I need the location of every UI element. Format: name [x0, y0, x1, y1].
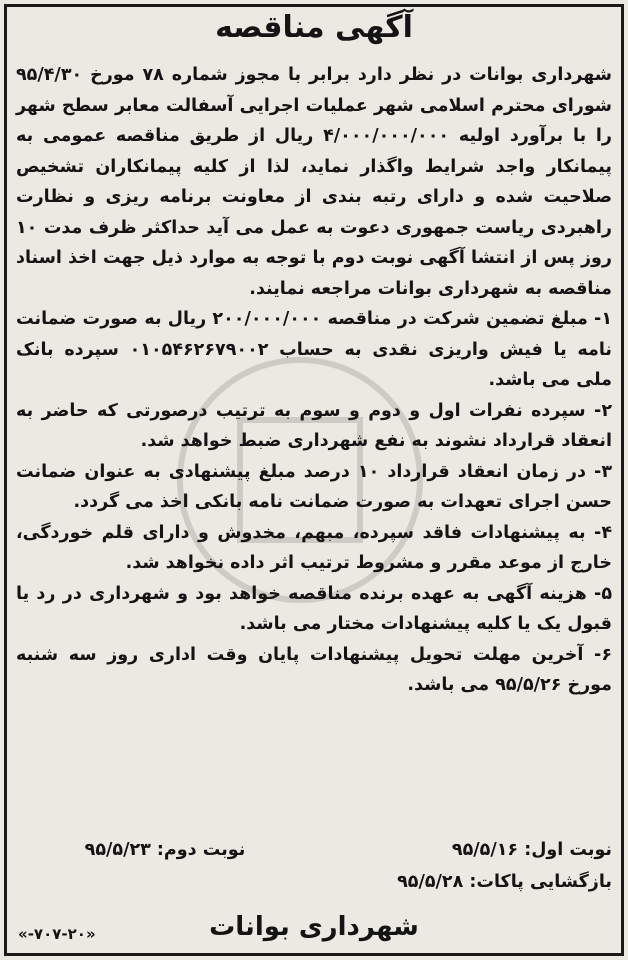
intro-paragraph: شهرداری بوانات در نظر دارد برابر با مجوز شماره ۷۸ مورخ ۹۵/۴/۳۰ شورای محترم اسلامی شهر عملیات اجرایی آسفالت معابر سطح شهر را با برآورد اولیه ۴/۰۰۰/۰۰۰/۰۰۰ ریال از طریق مناقصه عمومی به پیمانکار واجد شرایط واگذار نماید، لذا از کلیه پیمانکاران تشخیص صلاحیت شده و دارای رتبه بندی از معاونت برنامه ریزی و نظارت راهبردی ریاست جمهوری دعوت به عمل می آید حداکثر ظرف مدت ۱۰ روز پس از انتشا آگهی نوبت دوم با توجه به موارد ذیل جهت اخذ اسناد مناقصه به شهرداری بوانات مراجعه نمایند.: [16, 65, 613, 299]
clause-1: ۱- مبلغ تضمین شرکت در مناقصه ۲۰۰/۰۰۰/۰۰۰ ریال به صورت ضمانت نامه یا فیش واریزی نقدی به حساب ۰۱۰۵۴۶۲۶۷۹۰۰۲ سپرده بانک ملی می باشد.: [16, 309, 612, 390]
clause-2: ۲- سپرده نفرات اول و دوم و سوم به ترتیب درصورتی که حاضر به انعقاد قرارداد نشوند به نفع شهرداری ضبط خواهد شد.: [16, 400, 612, 451]
clause-5: ۵- هزینه آگهی به عهده برنده مناقصه خواهد بود و شهرداری در رد یا قبول یک یا کلیه پیشنهادات مختار می باشد.: [16, 583, 612, 634]
opening-date: بازگشایی پاکات: ۹۵/۵/۲۸: [397, 872, 612, 892]
clause-4: ۴- به پیشنهادات فاقد سپرده، مبهم، مخدوش و دارای قلم خوردگی، خارج از موعد مقرر و مشروط ترتیب اثر داده نخواهد شد.: [16, 522, 612, 573]
dates-row-opening: [16, 872, 612, 904]
dates-row-rounds: [16, 840, 612, 872]
second-round-date: نوبت دوم: ۹۵/۵/۲۳: [84, 840, 246, 860]
issuer-signature: شهرداری بوانات: [209, 912, 419, 942]
dates-block: [16, 840, 612, 904]
notice-code: «۷۰۷-۲۰-»: [18, 925, 96, 943]
clause-3: ۳- در زمان انعقاد قرارداد ۱۰ درصد مبلغ پیشنهادی به عنوان ضمانت حسن اجرای تعهدات به صورت ضمانت نامه بانکی اخذ می گردد.: [16, 461, 613, 512]
notice-body: [16, 60, 612, 701]
first-round-date: نوبت اول: ۹۵/۵/۱۶: [451, 840, 612, 860]
notice-title: آگهی مناقصه: [215, 10, 413, 45]
clause-6: ۶- آخرین مهلت تحویل پیشنهادات پایان وقت اداری روز سه شنبه مورخ ۹۵/۵/۲۶ می باشد.: [16, 644, 612, 695]
